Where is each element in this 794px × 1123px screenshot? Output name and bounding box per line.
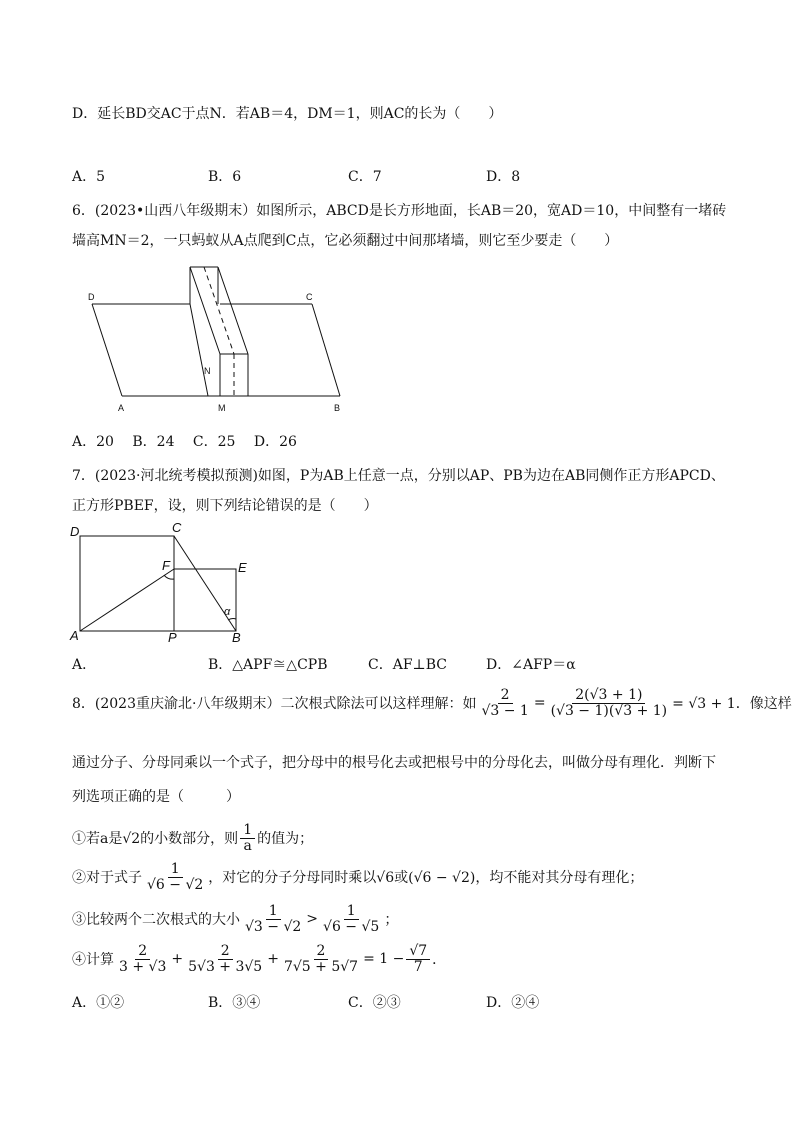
q6-figure bbox=[80, 262, 360, 417]
q6-label-b: B bbox=[334, 403, 341, 413]
q8-item3-fraction-2 bbox=[320, 904, 382, 934]
q8-choice-c[interactable]: C．②③ bbox=[348, 995, 401, 1011]
q5-choice-c[interactable]: C．7 bbox=[348, 169, 382, 185]
q8-item4-f4-den: 7 bbox=[413, 958, 423, 975]
q8-eq-result: = √3 + 1．像这样 bbox=[672, 696, 792, 713]
q6-wall-hidden-edge bbox=[204, 267, 234, 354]
q7-choice-c[interactable]: C．AF⊥BC bbox=[368, 657, 447, 673]
q7-label-b: B bbox=[232, 630, 241, 643]
q7-square-apcd bbox=[80, 536, 174, 631]
q7-square-pbef bbox=[174, 569, 236, 631]
q8-item-4 bbox=[72, 944, 446, 974]
q5-choice-a[interactable]: A．5 bbox=[72, 169, 106, 185]
q8-item3-text-b: ； bbox=[384, 912, 399, 929]
q6-text-line1: 6．(2023•山西八年级期末）如图所示，ABCD是长方形地面，长AB＝20，宽AD＝10，中间整有一堵砖 bbox=[72, 203, 727, 219]
q6-ground-ad bbox=[92, 304, 122, 396]
q7-label-alpha: α bbox=[224, 606, 231, 618]
q8-item4-f1-den: 3 + √3 bbox=[119, 958, 167, 975]
q7-choice-b[interactable]: B．△APF≅△CPB bbox=[208, 657, 328, 673]
q8-item-2 bbox=[72, 862, 643, 892]
q8-item4-f3-num: 2 bbox=[314, 944, 329, 960]
q6-ground-bc bbox=[312, 304, 340, 396]
q8-item4-plus-1: + bbox=[171, 951, 184, 968]
q7-segment-af bbox=[80, 569, 174, 631]
q8-eq-equals: = bbox=[533, 695, 546, 712]
q8-choice-d[interactable]: D．②④ bbox=[486, 995, 540, 1011]
q7-choice-a[interactable]: A． bbox=[72, 657, 97, 673]
q8-text-line3: 列选项正确的是（ ） bbox=[72, 789, 240, 805]
q7-angle-mark-b bbox=[228, 619, 236, 620]
q8-item4-f2-den: 5√3 + 3√5 bbox=[188, 958, 263, 975]
q8-item1-text-a: ①若a是√2的小数部分，则 bbox=[72, 831, 239, 848]
q5-choice-b[interactable]: B．6 bbox=[208, 169, 242, 185]
q7-choice-d[interactable]: D．∠AFP＝α bbox=[486, 657, 576, 673]
q7-label-p: P bbox=[168, 630, 177, 643]
q7-figure bbox=[66, 518, 256, 643]
q8-item3-fraction-1 bbox=[242, 904, 304, 934]
q8-item4-plus-2: + bbox=[267, 951, 279, 968]
q6-label-d: D bbox=[88, 292, 95, 302]
q8-line1-prefix: 8．(2023重庆渝北·八年级期末）二次根式除法可以这样理解：如 bbox=[72, 696, 477, 713]
q8-item1-frac-num: 1 bbox=[240, 823, 255, 839]
q8-item4-rhs: = 1 − bbox=[363, 951, 405, 968]
q7-angle-mark-f bbox=[164, 575, 174, 579]
q8-eq-den: √3 − 1 bbox=[481, 702, 529, 719]
q8-item2-text-a: ②对于式子 bbox=[72, 870, 142, 887]
q7-label-c: C bbox=[172, 520, 182, 535]
q8-item4-fraction-3 bbox=[281, 944, 361, 974]
q7-text-line1: 7．(2023·河北统考模拟预测)如图，P为AB上任意一点，分别以AP、PB为边在AB同侧作正方形APCD、 bbox=[72, 468, 725, 484]
q7-label-a: A bbox=[70, 628, 79, 643]
q8-item4-f3-den: 7√5 + 5√7 bbox=[283, 958, 359, 975]
q8-eq-fraction-1 bbox=[478, 688, 531, 718]
q8-item2-frac-num: 1 bbox=[168, 862, 183, 878]
q6-choices[interactable]: A．20 B．24 C．25 D．26 bbox=[72, 434, 297, 450]
q8-item4-text-a: ④计算 bbox=[72, 952, 114, 969]
q5-option-d-text: D．延长BD交AC于点N．若AB＝4，DM＝1，则AC的长为（ ） bbox=[72, 106, 503, 122]
q8-choice-b[interactable]: B．③④ bbox=[208, 995, 261, 1011]
q6-label-c: C bbox=[306, 292, 313, 302]
q6-wall-left-lower bbox=[190, 304, 208, 396]
q8-eq-num: 2 bbox=[498, 688, 513, 704]
q8-choice-a[interactable]: A．①② bbox=[72, 995, 125, 1011]
q6-text-line2: 墙高MN＝2，一只蚂蚁从A点爬到C点，它必须翻过中间那堵墙，则它至少要走（ ） bbox=[72, 233, 619, 249]
q7-label-d: D bbox=[70, 524, 80, 539]
q6-label-n: N bbox=[204, 366, 211, 376]
q5-choice-d[interactable]: D．8 bbox=[486, 169, 521, 185]
q7-label-e: E bbox=[238, 560, 247, 575]
q8-item3-text-a: ③比较两个二次根式的大小 bbox=[72, 912, 240, 929]
q8-item3-f2-num: 1 bbox=[344, 904, 359, 920]
q8-item3-f1-den: √3 − √2 bbox=[245, 918, 302, 935]
q8-item-1 bbox=[72, 823, 313, 853]
q8-item4-fraction-4 bbox=[406, 944, 430, 974]
q7-text-line2: 正方形PBEF，设，则下列结论错误的是（ ） bbox=[72, 498, 378, 514]
q8-item4-f1-num: 2 bbox=[135, 944, 150, 960]
q6-label-m: M bbox=[218, 403, 226, 413]
q8-item4-end: ． bbox=[432, 952, 447, 969]
q8-text-line1 bbox=[72, 688, 792, 718]
q8-item3-operator: > bbox=[306, 911, 319, 928]
q8-item-3 bbox=[72, 904, 398, 934]
q6-wall-top-slant-left bbox=[190, 267, 220, 354]
q8-text-line2: 通过分子、分母同乘以一个式子，把分母中的根号化去或把根号中的分母化去，叫做分母有理化．判断下 bbox=[72, 755, 716, 771]
q8-item4-fraction-1 bbox=[116, 944, 169, 974]
q8-item3-f2-den: √6 − √5 bbox=[323, 918, 380, 935]
q8-item2-text-b: ，对它的分子分母同时乘以√6或(√6 − √2)，均不能对其分母有理化； bbox=[208, 870, 644, 887]
q7-label-f: F bbox=[162, 558, 170, 573]
q8-item1-frac-den: a bbox=[243, 837, 252, 854]
q8-eq-mid-den: (√3 − 1)(√3 + 1) bbox=[550, 702, 668, 719]
q8-item2-frac-den: √6 − √2 bbox=[147, 876, 204, 893]
q8-eq-fraction-2 bbox=[548, 688, 671, 718]
q6-wall-top-slant-right bbox=[218, 267, 248, 354]
q8-item3-f1-num: 1 bbox=[266, 904, 281, 920]
q8-item4-f4-num: √7 bbox=[406, 944, 430, 960]
q8-item4-f2-num: 2 bbox=[218, 944, 233, 960]
q8-eq-mid-num: 2(√3 + 1) bbox=[572, 688, 645, 704]
q8-item4-fraction-2 bbox=[185, 944, 265, 974]
q8-item2-fraction bbox=[144, 862, 206, 892]
q8-item1-fraction bbox=[240, 823, 255, 853]
q6-label-a: A bbox=[118, 403, 125, 413]
q8-item1-text-b: 的值为； bbox=[257, 831, 314, 848]
